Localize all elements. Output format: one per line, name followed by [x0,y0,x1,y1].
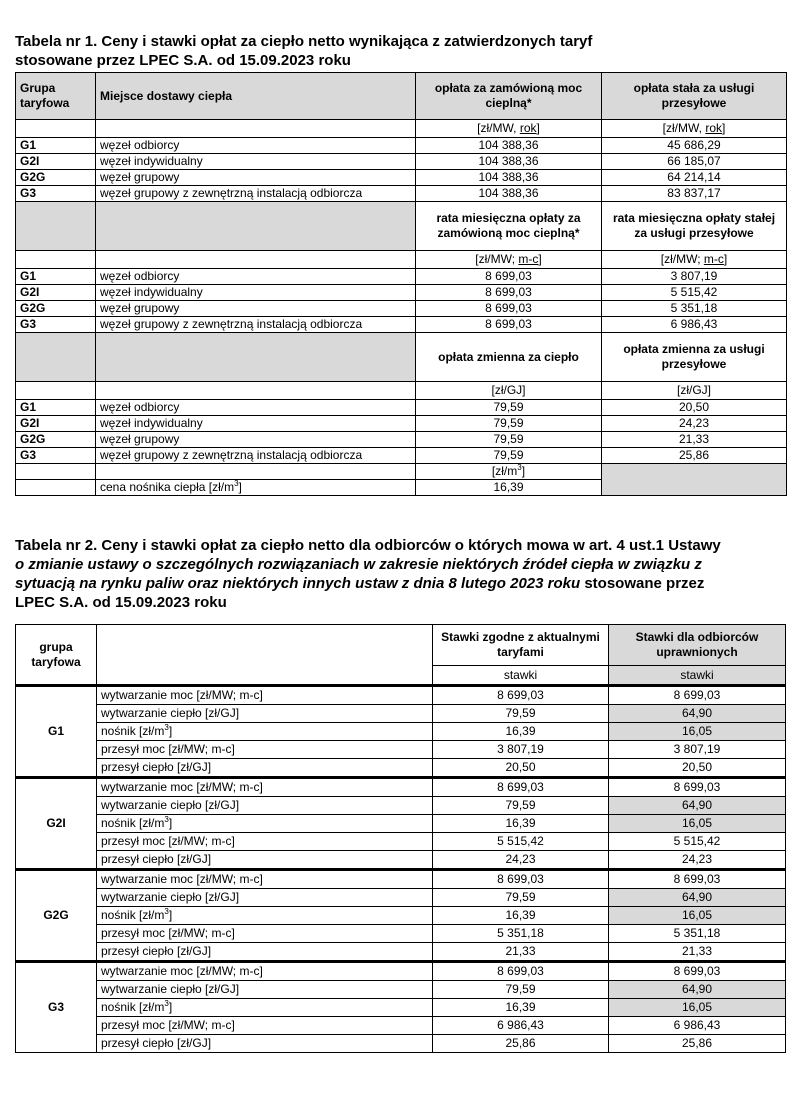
rate-current: 16,39 [433,999,609,1017]
rate-label: nośnik $[zł/m^3]$ [97,815,433,833]
rate-current: 8 699,03 [433,870,609,889]
rate-eligible: 6 986,43 [609,1017,786,1035]
tariff-group: G3 [16,448,96,464]
value-col1: 104 388,36 [416,186,602,202]
tariff-group: G3 [16,962,97,1053]
value-col1: 8 699,03 [416,269,602,285]
value-col2: 64 214,14 [602,170,787,186]
table-row [16,778,786,797]
table-row [16,317,787,333]
unit-empty [16,120,96,138]
table-row [16,1035,786,1053]
rate-eligible: 64,90 [609,705,786,723]
table-row [16,202,787,251]
table-row [16,705,786,723]
value-col2: 5 515,42 [602,285,787,301]
table2-title-line2: o zmianie ustawy o szczególnych rozwiązaniach w zakresie niektórych źródeł ciepła w związku z [15,556,702,573]
rate-current: 21,33 [433,943,609,962]
header-empty [96,333,416,382]
rate-label: nośnik $[zł/m^3]$ [97,723,433,741]
unit-empty [16,251,96,269]
unit-col1: [zł/GJ] [416,382,602,400]
header-col1: rata miesięczna opłaty za zamówioną moc cieplną* [416,202,602,251]
rate-current: 5 351,18 [433,925,609,943]
table-row [16,723,786,741]
tariff-group: G2I [16,285,96,301]
table-row [16,333,787,382]
table-row [16,943,786,962]
rate-current: 8 699,03 [433,686,609,705]
rate-current: 79,59 [433,705,609,723]
delivery-place: węzeł grupowy z zewnętrzną instalacją odbiorcza [96,448,416,464]
value-col2: 24,23 [602,416,787,432]
header-empty [97,625,433,686]
rate-eligible: 16,05 [609,907,786,925]
table-row [16,285,787,301]
value-col2: 5 351,18 [602,301,787,317]
table-row [16,186,787,202]
header-empty [16,202,96,251]
table-row [16,815,786,833]
delivery-place: węzeł indywidualny [96,416,416,432]
rate-label: przesył ciepło [zł/GJ] [97,943,433,962]
rate-label: przesył ciepło [zł/GJ] [97,851,433,870]
sub-col-b: stawki [609,666,786,686]
rate-eligible: 20,50 [609,759,786,778]
header-group: Grupa taryfowa [16,73,96,120]
value-col2: 6 986,43 [602,317,787,333]
carrier-unit: $[zł/m^3]$ [416,464,602,480]
carrier-label: cena nośnika ciepła $[zł/m^3]$ [96,480,416,496]
table-row [16,301,787,317]
unit-col2: [zł/MW; m-c] [602,251,787,269]
delivery-place: węzeł grupowy z zewnętrzną instalacją odbiorcza [96,317,416,333]
rate-current: 8 699,03 [433,962,609,981]
empty [16,480,96,496]
value-col1: 8 699,03 [416,301,602,317]
rate-eligible: 25,86 [609,1035,786,1053]
value-col2: 45 686,29 [602,138,787,154]
carrier-value: 16,39 [416,480,602,496]
tariff-group: G1 [16,400,96,416]
delivery-place: węzeł odbiorcy [96,400,416,416]
rate-eligible: 8 699,03 [609,870,786,889]
table-row [16,981,786,999]
tariff-group: G1 [16,138,96,154]
rate-label: przesył moc [zł/MW; m-c] [97,1017,433,1035]
tariff-group: G2G [16,432,96,448]
delivery-place: węzeł grupowy [96,170,416,186]
table-row [16,999,786,1017]
value-col1: 104 388,36 [416,138,602,154]
rate-current: 20,50 [433,759,609,778]
header-col2: opłata stała za usługi przesyłowe [602,73,787,120]
rate-eligible: 21,33 [609,943,786,962]
unit-empty [96,251,416,269]
header-col-a: Stawki zgodne z aktualnymi taryfami [433,625,609,666]
value-col2: 3 807,19 [602,269,787,285]
table-row [16,464,787,480]
rate-label: nośnik $[zł/m^3]$ [97,907,433,925]
rate-current: 16,39 [433,723,609,741]
value-col2: 20,50 [602,400,787,416]
rate-eligible: 16,05 [609,815,786,833]
rate-label: wytwarzanie ciepło [zł/GJ] [97,705,433,723]
unit-empty [16,382,96,400]
delivery-place: węzeł odbiorcy [96,138,416,154]
rate-label: przesył ciepło [zł/GJ] [97,759,433,778]
table1-title-line1: Tabela nr 1. Ceny i stawki opłat za ciepło netto wynikająca z zatwierdzonych taryf [15,33,593,50]
rate-eligible: 3 807,19 [609,741,786,759]
delivery-place: węzeł grupowy [96,301,416,317]
table-row [16,120,787,138]
value-col1: 8 699,03 [416,317,602,333]
tariff-table-1 [15,72,787,496]
value-col2: 25,86 [602,448,787,464]
rate-eligible: 64,90 [609,981,786,999]
unit-col1: [zł/MW; m-c] [416,251,602,269]
value-col1: 8 699,03 [416,285,602,301]
rate-eligible: 8 699,03 [609,686,786,705]
rate-current: 25,86 [433,1035,609,1053]
tariff-table-2 [15,624,786,1053]
unit-col1: [zł/MW, rok] [416,120,602,138]
rate-eligible: 8 699,03 [609,778,786,797]
value-col1: 79,59 [416,432,602,448]
rate-eligible: 5 515,42 [609,833,786,851]
table-row [16,797,786,815]
delivery-place: węzeł indywidualny [96,154,416,170]
table-row [16,686,786,705]
table-row [16,400,787,416]
table1-title-line2: stosowane przez LPEC S.A. od 15.09.2023 roku [15,52,351,69]
table2-title-line4: LPEC S.A. od 15.09.2023 roku [15,594,227,611]
header-col-b: Stawki dla odbiorców uprawnionych [609,625,786,666]
sub-col-a: stawki [433,666,609,686]
header-col1: opłata za zamówioną moc cieplną* [416,73,602,120]
value-col2: 21,33 [602,432,787,448]
rate-eligible: 64,90 [609,889,786,907]
table-row [16,870,786,889]
rate-eligible: 64,90 [609,797,786,815]
rate-current: 8 699,03 [433,778,609,797]
rate-label: wytwarzanie ciepło [zł/GJ] [97,889,433,907]
table2-title [15,536,785,612]
table2-title-line1: Tabela nr 2. Ceny i stawki opłat za ciepło netto dla odbiorców o których mowa w art. 4 ust.1 Ustawy [15,537,721,554]
tariff-group: G2I [16,154,96,170]
rate-label: przesył ciepło [zł/GJ] [97,1035,433,1053]
header-group: grupa taryfowa [16,625,97,686]
rate-label: wytwarzanie moc [zł/MW; m-c] [97,778,433,797]
rate-current: 5 515,42 [433,833,609,851]
table-row [16,416,787,432]
rate-current: 79,59 [433,889,609,907]
rate-eligible: 8 699,03 [609,962,786,981]
table-row [16,448,787,464]
table-row [16,432,787,448]
unit-empty [96,382,416,400]
rate-label: wytwarzanie moc [zł/MW; m-c] [97,870,433,889]
tariff-group: G1 [16,686,97,778]
tariff-group: G2I [16,778,97,870]
rate-label: wytwarzanie ciepło [zł/GJ] [97,797,433,815]
tariff-group: G3 [16,317,96,333]
rate-label: wytwarzanie ciepło [zł/GJ] [97,981,433,999]
tariff-group: G1 [16,269,96,285]
rate-current: 3 807,19 [433,741,609,759]
rate-current: 79,59 [433,797,609,815]
rate-label: wytwarzanie moc [zł/MW; m-c] [97,962,433,981]
rate-label: wytwarzanie moc [zł/MW; m-c] [97,686,433,705]
rate-current: 16,39 [433,907,609,925]
tariff-group: G2G [16,870,97,962]
rate-current: 16,39 [433,815,609,833]
tariff-group: G2G [16,301,96,317]
value-col2: 66 185,07 [602,154,787,170]
table-row [16,1017,786,1035]
table-row [16,138,787,154]
value-col2: 83 837,17 [602,186,787,202]
table-row [16,925,786,943]
header-empty [96,202,416,251]
table-row [16,625,786,666]
rate-current: 6 986,43 [433,1017,609,1035]
value-col1: 79,59 [416,400,602,416]
value-col1: 79,59 [416,448,602,464]
rate-eligible: 5 351,18 [609,925,786,943]
table-row [16,269,787,285]
tariff-group: G3 [16,186,96,202]
table-row [16,907,786,925]
value-col1: 104 388,36 [416,170,602,186]
unit-col2: [zł/MW, rok] [602,120,787,138]
rate-eligible: 24,23 [609,851,786,870]
unit-empty [96,120,416,138]
table2-title-line3-tail: stosowane przez [580,575,705,592]
header-col2: opłata zmienna za usługi przesyłowe [602,333,787,382]
table-row [16,833,786,851]
table-row [16,741,786,759]
empty [96,464,416,480]
table-row [16,851,786,870]
empty-shaded [602,464,787,496]
unit-col2: [zł/GJ] [602,382,787,400]
rate-eligible: 16,05 [609,723,786,741]
table-row [16,759,786,778]
table-row [16,889,786,907]
table-row [16,170,787,186]
table-row [16,73,787,120]
delivery-place: węzeł indywidualny [96,285,416,301]
rate-label: przesył moc [zł/MW; m-c] [97,833,433,851]
header-empty [16,333,96,382]
header-place: Miejsce dostawy ciepła [96,73,416,120]
table-row [16,154,787,170]
table-row [16,962,786,981]
empty [16,464,96,480]
value-col1: 104 388,36 [416,154,602,170]
tariff-group: G2I [16,416,96,432]
table-row [16,382,787,400]
rate-label: przesył moc [zł/MW; m-c] [97,925,433,943]
header-col1: opłata zmienna za ciepło [416,333,602,382]
rate-eligible: 16,05 [609,999,786,1017]
tariff-group: G2G [16,170,96,186]
header-col2: rata miesięczna opłaty stałej za usługi przesyłowe [602,202,787,251]
delivery-place: węzeł grupowy z zewnętrzną instalacją odbiorcza [96,186,416,202]
value-col1: 79,59 [416,416,602,432]
rate-label: przesył moc [zł/MW; m-c] [97,741,433,759]
rate-label: nośnik $[zł/m^3]$ [97,999,433,1017]
rate-current: 79,59 [433,981,609,999]
table2-title-line3: sytuacją na rynku paliw oraz niektórych innych ustaw z dnia 8 lutego 2023 roku [15,575,581,592]
delivery-place: węzeł grupowy [96,432,416,448]
delivery-place: węzeł odbiorcy [96,269,416,285]
rate-current: 24,23 [433,851,609,870]
table1-title [15,32,592,70]
table-row [16,251,787,269]
